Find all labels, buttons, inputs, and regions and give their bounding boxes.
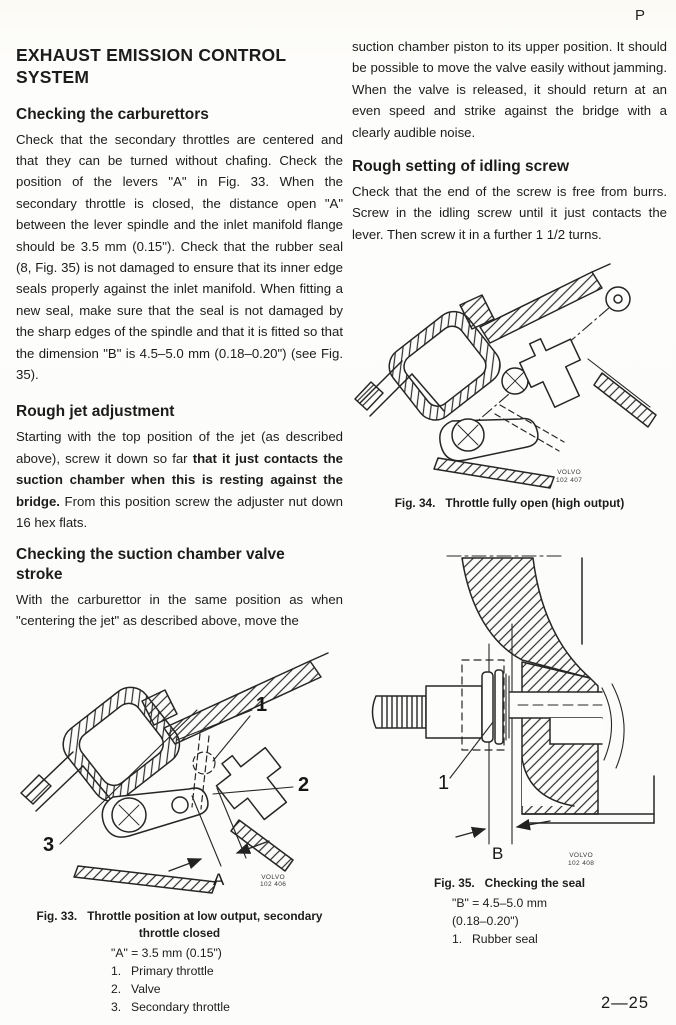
- figure-35-credit: [568, 852, 594, 867]
- legend-item-text: Primary throttle: [131, 964, 214, 978]
- figure-33-dim-note: "A" = 3.5 mm (0.15"): [111, 946, 222, 960]
- figure-34-caption-title: [352, 495, 667, 512]
- page-number: 2—25: [600, 994, 649, 1012]
- heading-rough-setting-idling-screw: Rough setting of idling screw: [352, 158, 569, 176]
- figure-33-legend-item: [111, 980, 343, 998]
- figure-35-drawing: [352, 526, 666, 871]
- figure-35-caption-title: [352, 875, 667, 892]
- figure-35-caption-details: [352, 894, 667, 948]
- figure-34-caption-label: Fig. 34.: [394, 496, 436, 511]
- figure-35-caption-label: Fig. 35.: [434, 876, 475, 891]
- figure-35-callout-1: 1: [438, 772, 450, 795]
- figure-35: [352, 526, 667, 871]
- heading-suction-chamber-valve-stroke: Checking the suction chamber valve stroke: [16, 546, 285, 584]
- figure-34-drawing: [352, 253, 666, 491]
- legend-item-text: Secondary throttle: [131, 1000, 230, 1014]
- jet-text-normal-post: From this position screw the adjuster nut down 16 hex flats.: [16, 493, 343, 530]
- figure-33-dimension-a: A: [213, 869, 225, 889]
- figure-35-credit-number: 102 408: [568, 859, 595, 867]
- volvo-logo-text: VOLVO: [557, 469, 582, 477]
- figure-34: [352, 253, 667, 491]
- right-column: [352, 36, 667, 948]
- heading-checking-carburettors: Checking the carburettors: [16, 105, 209, 123]
- figure-33-caption-text: Throttle position at low output, secondary throttle closed: [87, 908, 323, 940]
- paragraph-rough-jet-adjustment: [16, 426, 343, 533]
- figure-34-credit-number: 102 407: [556, 476, 583, 484]
- figure-33-drawing: [16, 644, 342, 904]
- legend-item-number: 3.: [111, 1000, 122, 1014]
- paragraph-suction-chamber-continued: suction chamber piston to its upper position. It should be possible to move the valve easily without jamming. When the valve is released, it should return at an even speed and strike against the bridge with a clearly audible noise.: [352, 39, 667, 140]
- figure-35-caption-text: Checking the seal: [484, 876, 585, 891]
- figure-33-callout-2: 2: [298, 773, 310, 796]
- figure-33: [16, 644, 343, 904]
- main-title: EXHAUST EMISSION CONTROL SYSTEM: [16, 45, 286, 88]
- legend-item-text: Valve: [131, 982, 161, 996]
- left-column: [16, 44, 343, 1016]
- jet-text-bold: that it just contacts the suction chamber when this is resting against the bridge.: [16, 450, 343, 509]
- legend-item-number: 2.: [111, 982, 122, 996]
- paragraph-suction-chamber-valve-stroke: With the carburettor in the same position as when "centering the jet" as described above, move the: [16, 592, 343, 629]
- figure-33-caption-label: Fig. 33.: [36, 908, 78, 923]
- figure-34-caption-text: Throttle fully open (high output): [445, 496, 625, 511]
- figure-34-caption: [352, 495, 667, 512]
- legend-item-number: 1.: [111, 964, 122, 978]
- figure-33-legend-item: [111, 998, 343, 1016]
- figure-33-caption: [16, 908, 343, 1016]
- figure-33-credit: [260, 874, 286, 889]
- figure-33-caption-title: [16, 908, 343, 942]
- figure-35-caption: [352, 875, 667, 948]
- figure-35-dim-note-2: (0.18–0.20"): [452, 914, 519, 929]
- paragraph-idling-screw: Check that the end of the screw is free from burrs. Screw in the idling screw until it just contacts the lever. Then screw it in a further 1 1/2 turns.: [352, 183, 667, 242]
- figure-33-callout-3: 3: [43, 833, 55, 856]
- figure-35-dimension-b: B: [492, 844, 504, 864]
- page-corner-letter: P: [634, 7, 645, 24]
- jet-text-normal-pre: Starting with the top position of the jet (as described above), screw it down so far: [16, 429, 343, 466]
- figure-33-legend-item: [111, 962, 343, 980]
- paragraph-checking-carburettors: Check that the secondary throttles are centered and that they can be turned without chafing. Check the position of the levers "A" in Fig. 33. When the secondary throttle is closed, the distance open "A" between the lever spindle and the inlet manifold flange should be 3.5 mm (0.15"). Check that the rubber seal (8, Fig. 35) is not damaged to ensure that its inner edge seals properly against the inlet manifold. When fitting a new seal, make sure that the seal is not damaged by the sharp edges of the spindle and that it is fitted so that the dimension "B" is 4.5–5.0 mm (0.18–0.20") (see Fig. 35).: [16, 131, 343, 383]
- figure-33-caption-details: [16, 944, 343, 1016]
- figure-33-callout-1: 1: [256, 693, 268, 716]
- legend-item-text: Rubber seal: [472, 932, 538, 947]
- heading-rough-jet-adjustment: Rough jet adjustment: [16, 403, 175, 421]
- figure-35-legend-item: [452, 930, 667, 948]
- legend-item-number: 1.: [452, 932, 463, 947]
- volvo-logo-text: VOLVO: [569, 852, 594, 860]
- figure-35-dim-note-1: "B" = 4.5–5.0 mm: [452, 896, 548, 911]
- figure-33-credit-number: 102 406: [260, 881, 287, 889]
- figure-34-credit: [556, 469, 582, 484]
- volvo-logo-text: VOLVO: [261, 873, 286, 881]
